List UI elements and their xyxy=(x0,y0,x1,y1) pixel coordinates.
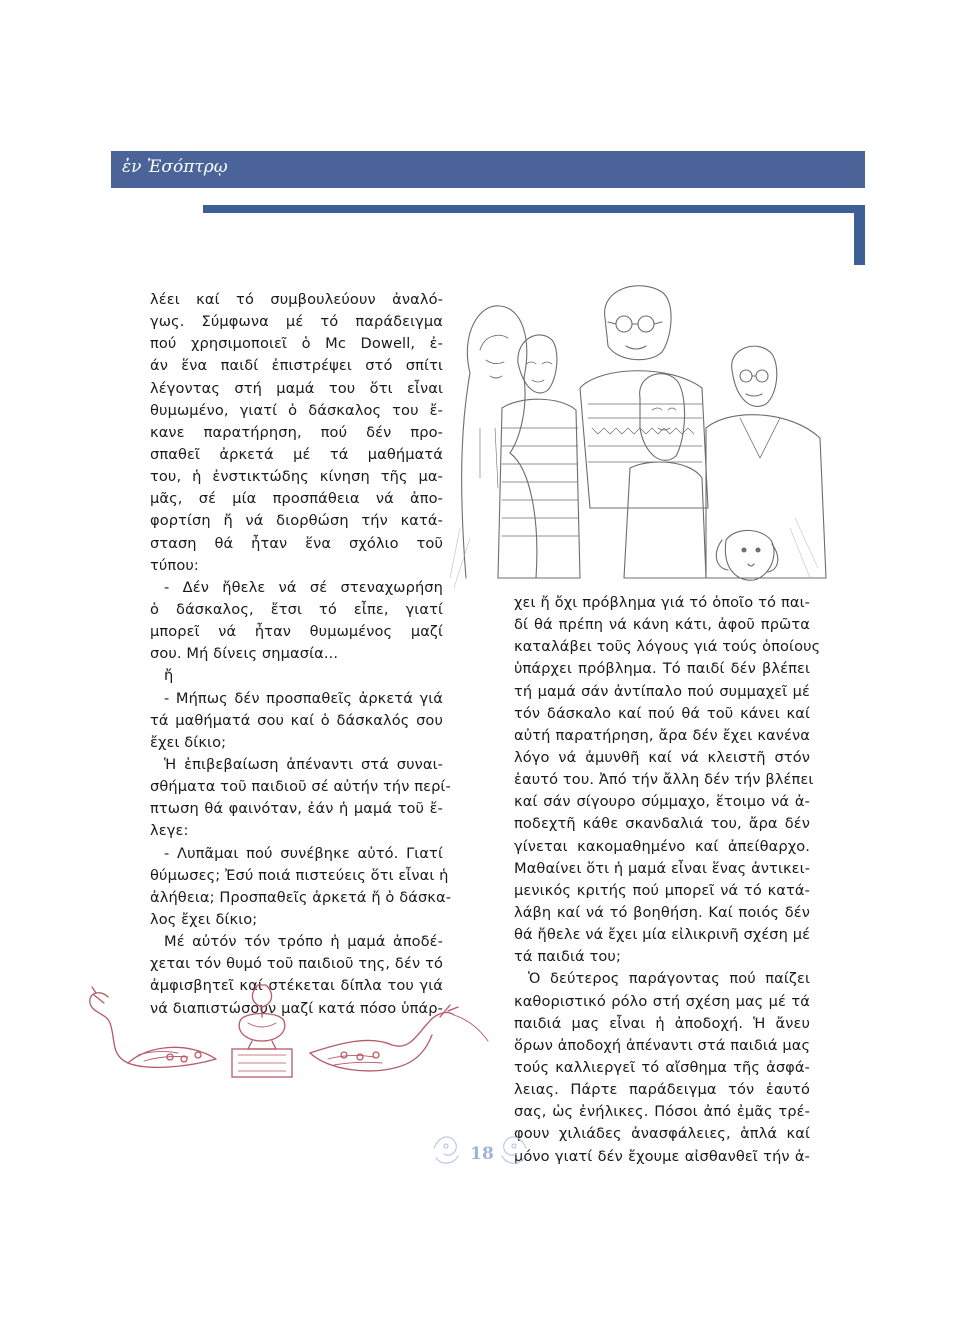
text-line: ποδεχτῆ κάθε σκανδαλιά του, ἄρα δέν xyxy=(514,815,810,833)
peacocks-and-urn-ornament xyxy=(48,975,498,1085)
text-line: Μέ αὐτόν τόν τρόπο ἡ μαμά ἀποδέ- xyxy=(164,933,443,951)
text-line: νά διαπιστώσουν μαζί κατά πόσο ὑπάρ- xyxy=(150,999,443,1017)
text-line: γως. Σύμφωνα μέ τό παράδειγμα xyxy=(150,313,443,331)
text-line: φουν χιλιάδες ἀνασφάλειες, ἁπλά καί xyxy=(514,1125,810,1143)
running-header-title: ἐν Ἐσόπτρῳ xyxy=(122,157,228,177)
text-line: αὐτή παρατήρηση, ἄρα δέν ἔχει κανένα xyxy=(514,726,810,744)
text-line: μᾶς, σέ μία προσπάθεια νά ἀπο- xyxy=(150,490,443,508)
text-line: πού χρησιμοποιεῖ ὁ Mc Dowell, ἐ- xyxy=(150,335,443,353)
text-line: Ἡ ἐπιβεβαίωση ἀπέναντι στά συναι- xyxy=(164,755,443,773)
text-line: κανε παρατήρηση, πού δέν προ- xyxy=(150,423,443,441)
text-line: - Λυπᾶμαι πού συνέβηκε αὐτό. Γιατί xyxy=(164,844,443,862)
text-line: τά παιδιά του; xyxy=(514,948,621,966)
text-line: ἤ xyxy=(164,667,174,685)
text-line: ἔχει δίκιο; xyxy=(150,733,227,751)
text-line: θυμωμένο, γιατί ὁ δάσκαλος του ἔ- xyxy=(150,401,443,419)
header-rule-vertical xyxy=(854,213,865,265)
text-line: σου. Μή δίνεις σημασία... xyxy=(150,645,339,663)
text-line: σταση θά ἦταν ἕνα σχόλιο τοῦ xyxy=(150,534,443,552)
text-line: του, ἡ ἐνστικτώδης κίνηση τῆς μα- xyxy=(150,468,443,486)
text-line: λέγοντας στή μαμά του ὅτι εἶναι xyxy=(150,379,443,397)
text-line: τόν δάσκαλο καί πού θά τοῦ κάνει καί xyxy=(514,704,810,722)
text-line: σας, ὡς ἐνήλικες. Πόσοι ἀπό ἐμᾶς τρέ- xyxy=(514,1103,810,1121)
text-line: θύμωσες; Ἐσύ ποιά πιστεύεις ὅτι εἶναι ἡ xyxy=(150,866,449,884)
text-line: μπορεῖ νά ἦταν θυμωμένος μαζί xyxy=(150,623,443,641)
text-line: ἀμφισβητεῖ καί στέκεται δίπλα του γιά xyxy=(150,977,443,995)
text-line: μόνο γιατί δέν ἔχουμε αἰσθανθεῖ τήν ἀ- xyxy=(514,1147,810,1165)
text-line: θά ἤθελε νά ἔχει μία εἰλικρινῆ σχέση μέ xyxy=(514,926,811,944)
text-line: Ὁ δεύτερος παράγοντας πού παίζει xyxy=(528,970,810,988)
family-portrait-sketch xyxy=(440,278,830,596)
text-line: Μαθαίνει ὅτι ἡ μαμά εἶναι ἕνας ἀντικει- xyxy=(514,859,811,877)
text-line: καί σάν σίγουρο σύμμαχο, ἕτοιμο νά ἀ- xyxy=(514,793,810,811)
text-line: λάβη καί νά τό βοηθήση. Καί ποιός δέν xyxy=(514,903,810,921)
text-line: καθοριστικό ρόλο στή σχέση μας μέ τά xyxy=(514,992,810,1010)
left-text-column xyxy=(150,289,452,1020)
text-line: γίνεται κακομαθημένο καί ἀπείθαρχο. xyxy=(514,837,810,855)
text-line: χεται τόν θυμό τοῦ παιδιοῦ της, δέν τό xyxy=(150,955,443,973)
text-line: τά μαθήματά σου καί ὁ δάσκαλός σου xyxy=(150,711,443,729)
text-line: ὁ δάσκαλος, ἔτσι τό εἶπε, γιατί xyxy=(150,600,443,618)
text-line: λέει καί τό συμβουλεύουν ἀναλό- xyxy=(150,291,443,308)
text-line: λος ἔχει δίκιο; xyxy=(150,910,258,928)
text-line: - Δέν ἤθελε νά σέ στεναχωρήση xyxy=(164,578,443,596)
text-line: λεγε: xyxy=(150,822,189,840)
page-number: 18 xyxy=(470,1144,494,1164)
text-line: τή μαμά σάν ἀντίπαλο πού συμμαχεῖ μέ xyxy=(514,682,810,700)
text-line: λόγο νά ἀμυνθῆ καί νά κλειστῆ στόν xyxy=(514,748,810,766)
text-line: ἀλήθεια; Προσπαθεῖς ἀρκετά ἤ ὁ δάσκα- xyxy=(150,888,452,906)
text-line: ὅρων ἀποδοχή ἀπέναντι στά παιδιά μας xyxy=(514,1036,811,1054)
text-line: τούς καλλιεργεῖ τό αἴσθημα τῆς ἀσφά- xyxy=(514,1058,810,1076)
text-line: άν ἕνα παιδί ἐπιστρέψει στό σπίτι xyxy=(150,357,443,375)
text-line: φορτίση ἤ νά διορθώση τήν κατά- xyxy=(150,512,443,530)
text-line: - Μήπως δέν προσπαθεῖς ἀρκετά γιά xyxy=(164,689,443,707)
text-line: μενικός κριτής πού μπορεῖ νά τό κατά- xyxy=(514,881,810,899)
text-line: σπαθεῖ ἀρκετά μέ τά μαθήματά xyxy=(150,445,443,463)
text-line: ἑαυτό του. Ἀπό τήν ἄλλη δέν τήν βλέπει xyxy=(514,771,814,789)
text-line: ὑπάρχει πρόβλημα. Τό παιδί δέν βλέπει xyxy=(514,660,810,678)
header-rule-horizontal xyxy=(203,205,865,213)
text-line: τύπου: xyxy=(150,556,199,574)
text-line: πτωση θά φαινόταν, ἐάν ἡ μαμά τοῦ ἔ- xyxy=(150,800,443,818)
text-line: σθήματα τοῦ παιδιοῦ σέ αὐτήν τήν περί- xyxy=(150,778,451,796)
text-line: χει ἤ ὄχι πρόβλημα γιά τό ὁποῖο τό παι- xyxy=(514,594,810,611)
text-line: καταλάβει τοῦς λόγους γιά τούς ὁποίους xyxy=(514,638,821,656)
text-line: δί θά πρέπη νά κάνη κάτι, ἀφοῦ πρῶτα xyxy=(514,616,810,634)
text-line: παιδιά μας εἶναι ἡ ἀποδοχή. Ἡ ἄνευ xyxy=(514,1014,810,1032)
text-line: λειας. Πάρτε παράδειγμα τόν ἑαυτό xyxy=(514,1081,810,1099)
right-text-column xyxy=(514,592,821,1168)
